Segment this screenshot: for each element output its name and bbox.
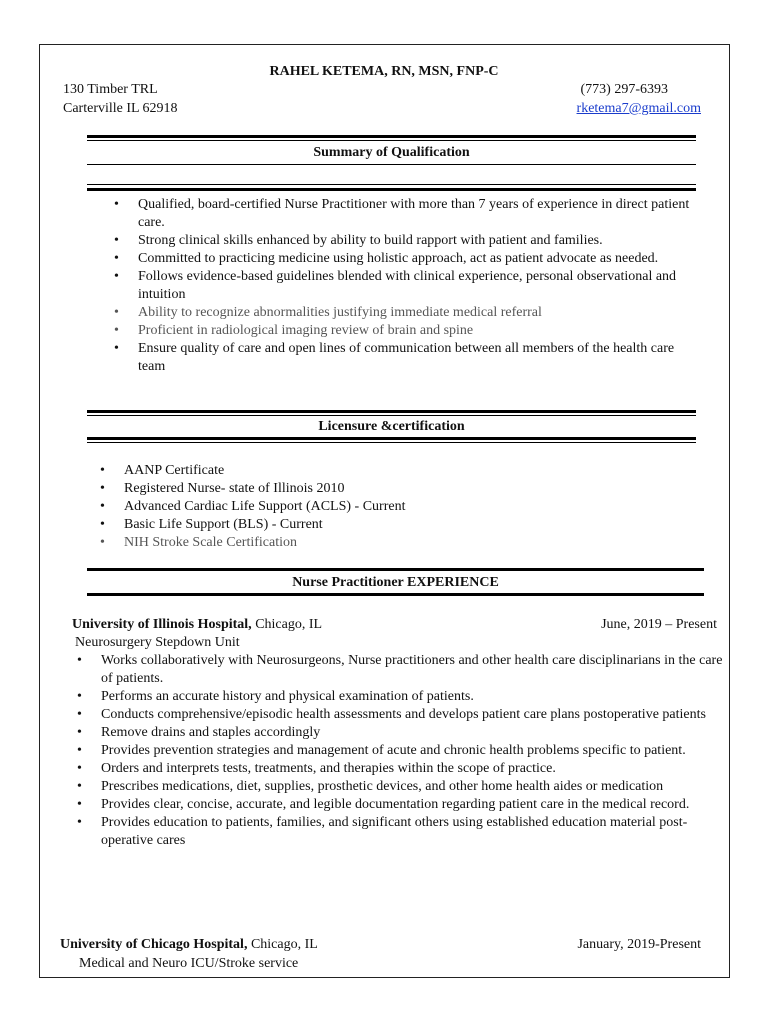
job-1-duties-list — [75, 652, 723, 850]
licensure-item: • Advanced Cardiac Life Support (ACLS) - Current — [100, 498, 660, 516]
duty-item: • Prescribes medications, diet, supplies, prosthetic devices, and other home health aides or medication — [75, 778, 723, 796]
duty-item: • Works collaboratively with Neurosurgeons, Nurse practitioners and other health care disciplinarians in the care of patients. — [75, 652, 723, 688]
licensure-list — [100, 462, 660, 552]
duty-item: • Conducts comprehensive/episodic health assessments and develops patient care plans postoperative patients — [75, 706, 723, 724]
summary-bottom-rule-thick — [87, 188, 696, 191]
summary-list — [114, 196, 692, 376]
summary-top-rule-thick — [87, 135, 696, 138]
address-line-1: 130 Timber TRL — [63, 82, 158, 97]
licensure-item: • Registered Nurse- state of Illinois 2010 — [100, 480, 660, 498]
job-1-location: Chicago, IL — [251, 617, 323, 632]
summary-item: • Proficient in radiological imaging review of brain and spine — [114, 322, 692, 340]
experience-heading: Nurse Practitioner EXPERIENCE — [292, 575, 499, 590]
job-2-employer: University of Chicago Hospital, — [60, 937, 248, 952]
phone-number: (773) 297-6393 — [580, 82, 668, 97]
job-1-unit: Neurosurgery Stepdown Unit — [75, 635, 240, 650]
duty-item: • Orders and interprets tests, treatments, and therapies within the scope of practice. — [75, 760, 723, 778]
licensure-item: • AANP Certificate — [100, 462, 660, 480]
licensure-bottom-rule-thick — [87, 437, 696, 440]
address-line-2: Carterville IL 62918 — [63, 101, 178, 116]
email-link[interactable]: rketema7@gmail.com — [576, 101, 701, 116]
summary-item: • Qualified, board-certified Nurse Practitioner with more than 7 years of experience in direct patient care. — [114, 196, 692, 232]
duty-item: • Provides clear, concise, accurate, and legible documentation regarding patient care in the medical record. — [75, 796, 723, 814]
duty-item: • Remove drains and staples accordingly — [75, 724, 723, 742]
summary-item: • Ability to recognize abnormalities justifying immediate medical referral — [114, 304, 692, 322]
summary-bottom-rule-thin-2 — [87, 184, 696, 185]
summary-heading: Summary of Qualification — [313, 145, 470, 160]
licensure-top-rule-thin — [87, 415, 696, 416]
experience-bottom-rule — [87, 593, 704, 596]
summary-bottom-rule-thin-1 — [87, 164, 696, 165]
summary-top-rule-thin — [87, 140, 696, 141]
job-2-location: Chicago, IL — [247, 937, 318, 952]
job-2-title-line — [60, 937, 318, 953]
job-2-dates: January, 2019-Present — [577, 937, 701, 952]
job-1-employer: University of Illinois Hospital, — [72, 617, 252, 632]
summary-item: • Ensure quality of care and open lines of communication between all members of the health care team — [114, 340, 692, 376]
licensure-bottom-rule-thin — [87, 442, 696, 443]
summary-item: • Committed to practicing medicine using holistic approach, act as patient advocate as needed. — [114, 250, 692, 268]
licensure-item: • Basic Life Support (BLS) - Current — [100, 516, 660, 534]
candidate-name: RAHEL KETEMA, RN, MSN, FNP-C — [269, 64, 499, 79]
licensure-item: • NIH Stroke Scale Certification — [100, 534, 660, 552]
duty-item: • Performs an accurate history and physical examination of patients. — [75, 688, 723, 706]
summary-item: • Strong clinical skills enhanced by ability to build rapport with patient and families. — [114, 232, 692, 250]
licensure-heading: Licensure &certification — [318, 419, 465, 434]
licensure-top-rule-thick — [87, 410, 696, 413]
duty-item: • Provides prevention strategies and management of acute and chronic health problems specific to patient. — [75, 742, 723, 760]
job-1-title-line — [72, 617, 322, 633]
duty-item: • Provides education to patients, families, and significant others using established education material post-operative cares — [75, 814, 723, 850]
job-2-unit: Medical and Neuro ICU/Stroke service — [79, 956, 299, 971]
job-1-dates: June, 2019 – Present — [601, 617, 717, 632]
experience-top-rule — [87, 568, 704, 571]
summary-item: • Follows evidence-based guidelines blended with clinical experience, personal observational and intuition — [114, 268, 692, 304]
